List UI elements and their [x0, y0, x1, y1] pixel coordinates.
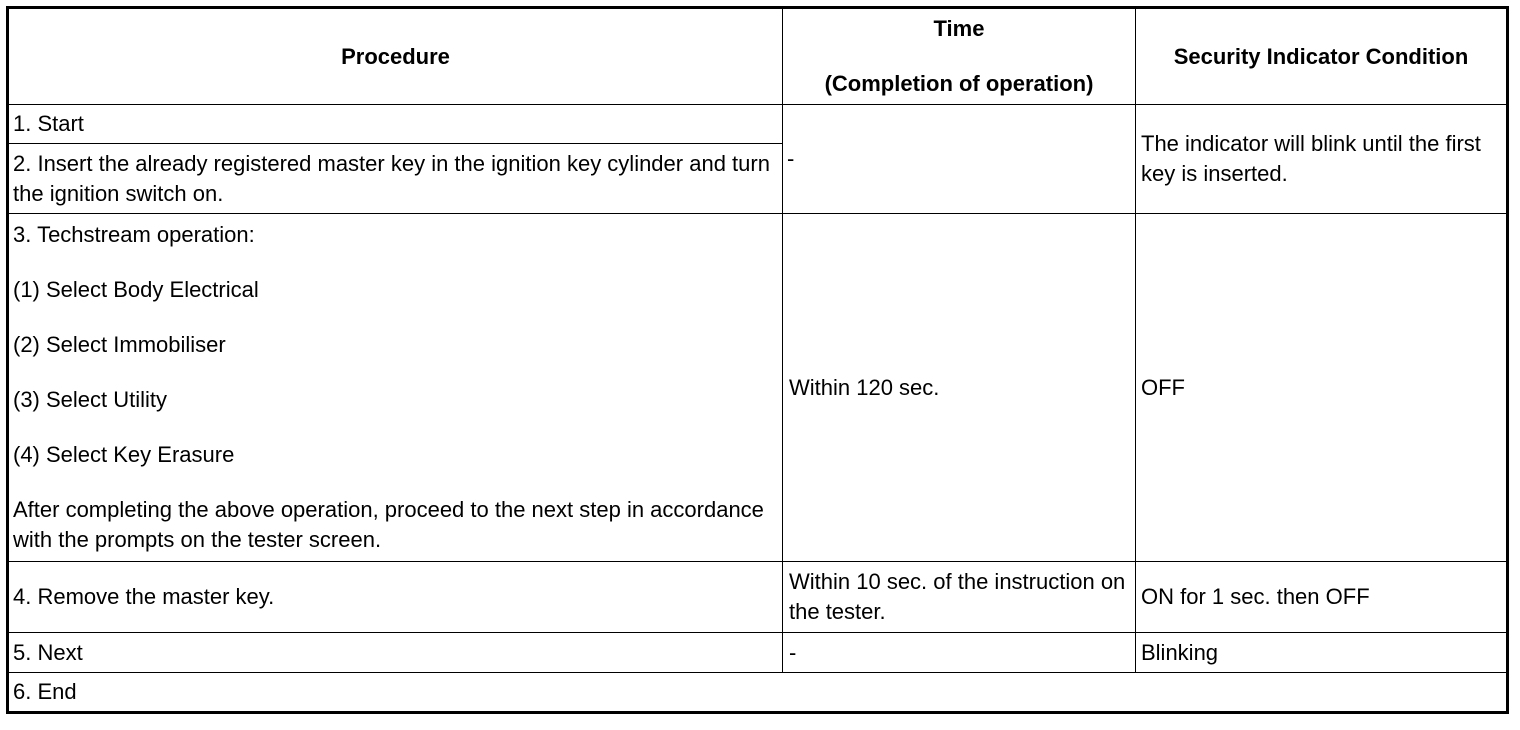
header-procedure: Procedure — [8, 8, 783, 105]
procedure-line: (1) Select Body Electrical — [13, 277, 259, 302]
time-cell: - — [783, 633, 1136, 673]
table-row — [8, 214, 1508, 562]
indicator-cell: The indicator will blink until the first key is inserted. — [1136, 105, 1508, 214]
procedure-cell: 4. Remove the master key. — [8, 562, 783, 633]
table-row — [8, 673, 1508, 713]
table-row — [8, 562, 1508, 633]
procedure-table-wrapper — [6, 6, 1509, 714]
header-time — [783, 8, 1136, 105]
procedure-cell: 5. Next — [8, 633, 783, 673]
procedure-line: 3. Techstream operation: — [13, 222, 255, 247]
header-row — [8, 8, 1508, 105]
indicator-cell: Blinking — [1136, 633, 1508, 673]
table-row — [8, 633, 1508, 673]
header-indicator: Security Indicator Condition — [1136, 8, 1508, 105]
time-cell: - — [783, 105, 1136, 214]
header-time-line2: (Completion of operation) — [824, 71, 1094, 96]
indicator-cell: OFF — [1136, 214, 1508, 562]
procedure-cell: 6. End — [8, 673, 1508, 713]
header-time-line1: Time — [933, 16, 985, 41]
table-row — [8, 105, 1508, 144]
procedure-cell: 1. Start — [8, 105, 783, 144]
procedure-cell — [8, 214, 783, 562]
procedure-line: (2) Select Immobiliser — [13, 332, 226, 357]
time-cell: Within 120 sec. — [783, 214, 1136, 562]
procedure-cell: 2. Insert the already registered master key in the ignition key cylinder and turn the ignition switch on. — [8, 144, 783, 214]
indicator-cell: ON for 1 sec. then OFF — [1136, 562, 1508, 633]
procedure-line: (3) Select Utility — [13, 387, 168, 412]
time-cell: Within 10 sec. of the instruction on the tester. — [783, 562, 1136, 633]
key-erasure-procedure-table — [6, 6, 1509, 714]
procedure-line: After completing the above operation, proceed to the next step in accordance with the prompts on the tester screen. — [13, 497, 764, 552]
procedure-line: (4) Select Key Erasure — [13, 442, 235, 467]
